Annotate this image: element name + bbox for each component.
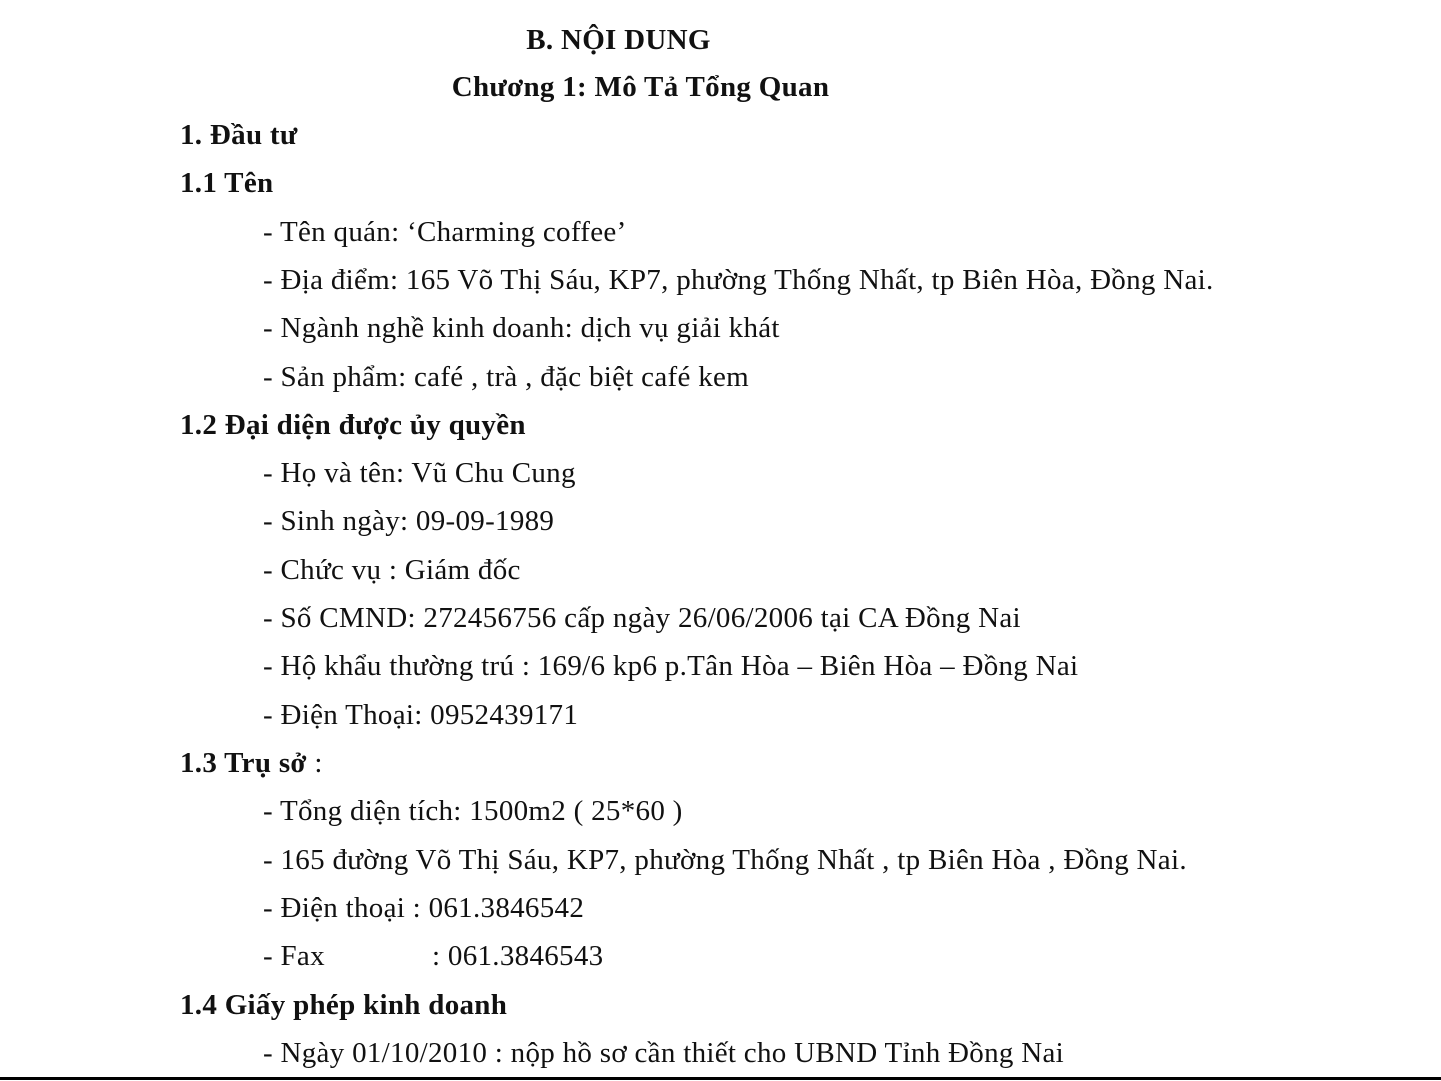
- list-item: - Sinh ngày: 09-09-1989: [263, 505, 555, 537]
- heading-name: 1.1 Tên: [180, 167, 274, 199]
- page-bottom-border: [0, 1077, 1441, 1080]
- list-item: - 165 đường Võ Thị Sáu, KP7, phường Thống Nhất , tp Biên Hòa , Đồng Nai.: [263, 844, 1187, 876]
- list-item: - Ngày 01/10/2010 : nộp hồ sơ cần thiết cho UBND Tỉnh Đồng Nai: [263, 1037, 1065, 1069]
- list-item: - Sản phẩm: café , trà , đặc biệt café kem: [263, 361, 750, 393]
- list-item: - Ngành nghề kinh doanh: dịch vụ giải khát: [263, 312, 780, 344]
- list-item: - Tổng diện tích: 1500m2 ( 25*60 ): [263, 795, 683, 827]
- heading-investment: 1. Đầu tư: [180, 119, 298, 151]
- list-item: - Hộ khẩu thường trú : 169/6 kp6 p.Tân Hòa – Biên Hòa – Đồng Nai: [263, 650, 1079, 682]
- list-item: - Họ và tên: Vũ Chu Cung: [263, 457, 576, 489]
- heading-colon: :: [306, 747, 323, 779]
- heading-representative: 1.2 Đại diện được ủy quyền: [180, 409, 526, 441]
- fax-value: : 061.3846543: [432, 940, 604, 972]
- list-item: - Tên quán: ‘Charming coffee’: [263, 216, 627, 248]
- heading-headquarters-text: 1.3 Trụ sở: [180, 747, 307, 779]
- heading-headquarters: [180, 746, 323, 780]
- section-title: B. NỘI DUNG: [526, 24, 711, 56]
- fax-label: - Fax: [263, 940, 325, 972]
- heading-business-license: 1.4 Giấy phép kinh doanh: [180, 989, 508, 1021]
- chapter-title: Chương 1: Mô Tả Tổng Quan: [451, 71, 830, 103]
- list-item: - Số CMND: 272456756 cấp ngày 26/06/2006 tại CA Đồng Nai: [263, 602, 1021, 634]
- list-item: - Chức vụ : Giám đốc: [263, 554, 521, 586]
- list-item: - Địa điểm: 165 Võ Thị Sáu, KP7, phường Thống Nhất, tp Biên Hòa, Đồng Nai.: [263, 264, 1214, 296]
- list-item: - Điện Thoại: 0952439171: [263, 699, 579, 731]
- list-item: - Điện thoại : 061.3846542: [263, 892, 585, 924]
